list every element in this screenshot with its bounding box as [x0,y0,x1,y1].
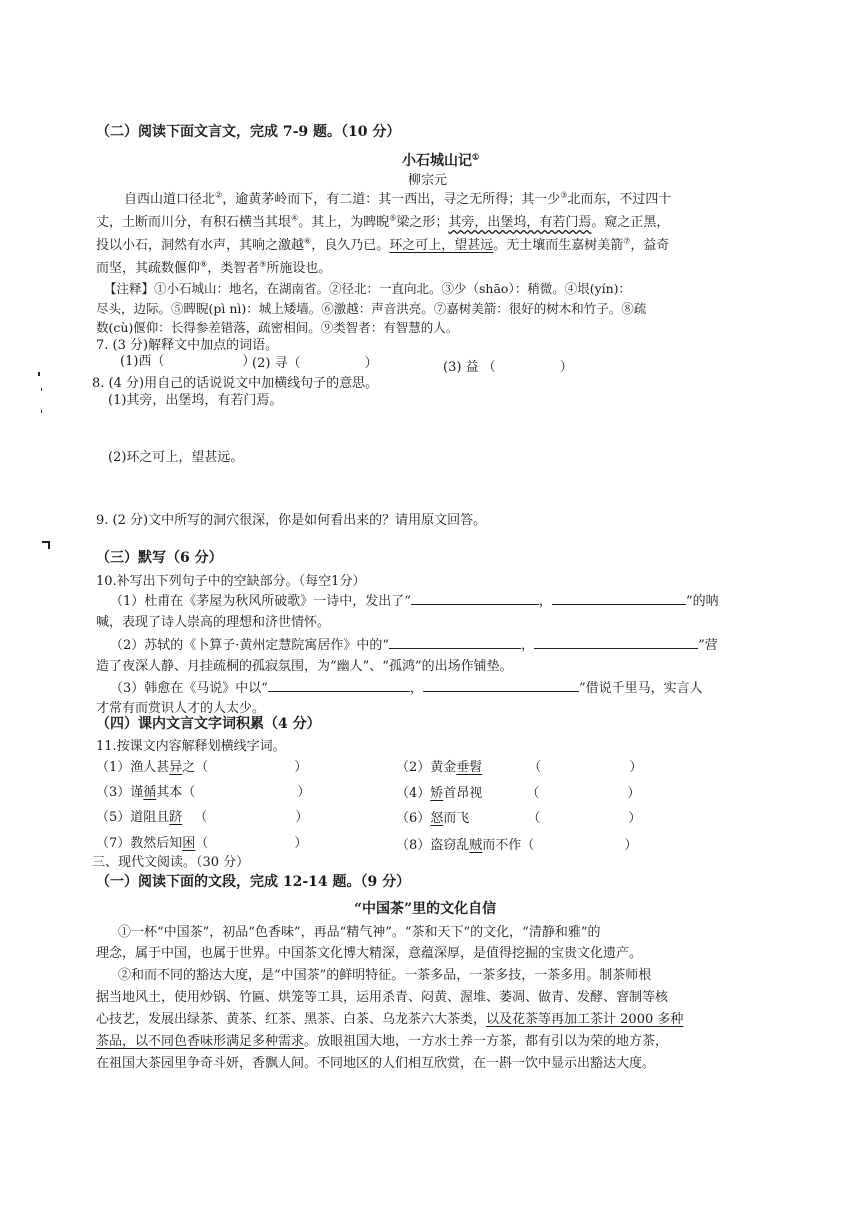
notes-line: 【注释】①小石城山：地名，在湖南省。②径北：一直向北。③少（shāo）：稍微。④垠(yín)： [104,281,632,296]
section-header: （二）阅读下面文言文，完成 7-9 题。（10 分） [96,124,401,140]
section-header: （四）课内文言文字词积累（4 分） [96,716,321,732]
q10-line: （1）杜甫在《茅屋为秋风所破歌》一诗中，发出了“ ， ”的呐 [110,594,719,609]
underlined-sentence-1: 其旁，出堡坞，有若门焉 [448,215,592,230]
scan-mark [48,541,50,549]
q8-item-1: (1)其旁，出堡坞，有若门焉。 [108,393,283,408]
question-7: 7. (3 分)解释文中加点的词语。 [96,338,279,353]
section-header: （一）阅读下面的文段，完成 12-14 题。（9 分） [96,874,411,890]
part-header: 三、现代文阅读。（30 分） [92,855,250,870]
q10-line: 才常有而赏识人才的人太少。 [96,701,266,716]
q11-item-2: （2）黄金垂髫 （ ） [396,760,643,775]
q10-line: 造了夜深人静、月挂疏桐的孤寂氛围，为“幽人”、“孤鸿”的出场作铺垫。 [96,659,513,674]
passage-line: 在祖国大茶园里争奇斗妍，香飘人间。不同地区的人们相互欣赏，在一斟一饮中显示出豁达大度。 [96,1056,656,1071]
passage-line: 投以小石，洞然有水声，其响之激越⑥，良久乃已。环之可上，望甚远。无土壤而生嘉树美箭⑦，益奇 [96,236,670,253]
underlined-sentence-2: 环之可上，望甚远 [389,238,494,253]
question-8: 8. (4 分)用自己的话说说文中加横线句子的意思。 [92,376,379,391]
q10-line: （3）韩愈在《马说》中以“ ， ”借说千里马，实言人 [110,681,703,696]
answer-blank[interactable] [411,592,539,605]
passage-author: 柳宗元 [408,173,448,188]
q7-item-1: (1)西（ ） [120,354,256,369]
q11-item-7: （7）教然后知困（ ） [96,836,308,851]
passage-line: 据当地风土，使用炒锅、竹匾、烘笼等工具，运用杀青、闷黄、渥堆、萎凋、做青、发酵、窨制等核 [96,990,669,1005]
q7-item-2: (2) 寻（ ） [252,356,378,371]
q11-item-5: （5）道阻且跻 （ ） [96,810,309,825]
notes-line: 数(cù)偃仰：长得参差错落，疏密相间。⑨类智者：有智慧的人。 [96,320,459,335]
passage-title: “中国茶”里的文化自信 [354,901,497,917]
passage-title: 小石城山记① [402,151,480,169]
scan-mark [41,410,42,413]
underlined-sentence: 以及花茶等再加工茶计 2000 多种 [486,1012,684,1027]
q11-item-3: （3）谨循其本（ ） [96,785,311,800]
passage-line: 自西山道口径北②，逾黄茅岭而下，有二道：其一西出，寻之无所得；其一少③北而东，不过四十 [124,190,672,207]
answer-blank[interactable] [552,592,686,605]
q10-line: 喊，表现了诗人崇高的理想和济世情怀。 [96,615,331,630]
passage-line: 而坚，其疏数偃仰⑧，类智者⑨所施设也。 [96,259,332,276]
q11-item-1: （1）渔人甚异之（ ） [96,760,308,775]
section-header: （三）默写（6 分） [96,550,223,566]
notes-line: 尽头，边际。⑤睥睨(pì nì)：城上矮墙。⑥激越：声音洪亮。⑦嘉树美箭：很好的树木和竹子。⑧疏 [96,301,647,316]
answer-blank[interactable] [268,679,410,692]
question-11: 11.按课文内容解释划横线字词。 [96,739,286,754]
q10-line: （2）苏轼的《卜算子·黄州定慧院寓居作》中的“ ， ”营 [110,638,718,653]
q11-item-4: （4）矫首昂视 （ ） [396,786,641,801]
passage-line: ①一杯“中国茶”，初品“色香味”，再品“精气神”。“茶和天下”的文化，“清静和雅”的 [118,925,601,940]
question-10: 10.补写出下列句子中的空缺部分。（每空1分） [96,574,366,589]
question-9: 9. (2 分)文中所写的洞穴很深，你是如何看出来的？请用原文回答。 [96,513,487,528]
passage-line: 理念，属于中国，也属于世界。中国茶文化博大精深，意蕴深厚，是值得挖掘的宝贵文化遗产。 [96,946,643,961]
answer-blank[interactable] [389,636,521,649]
q11-item-6: （6）怒而飞 （ ） [396,811,642,826]
scan-mark [38,372,40,376]
passage-line: 心技艺，发展出绿茶、黄茶、红茶、黑茶、白茶、乌龙茶六大茶类，以及花茶等再加工茶计 2000 多种 [96,1012,684,1027]
scan-mark [41,388,42,391]
underlined-sentence: 茶品，以不同色香味形满足多种需求 [96,1034,305,1049]
passage-line: ②和而不同的豁达大度，是“中国茶”的鲜明特征。一茶多品，一茶多技，一茶多用。制茶师根 [118,968,652,983]
answer-blank[interactable] [534,636,698,649]
passage-line: 茶品，以不同色香味形满足多种需求。放眼祖国大地，一方水土养一方茶，都有引以为荣的地方茶， [96,1034,669,1049]
q11-item-8: （8）盗窃乱贼而不作（ ） [396,838,638,853]
q8-item-2: (2)环之可上，望甚远。 [108,450,244,465]
answer-blank[interactable] [423,679,579,692]
q7-item-3: (3) 益 （ ） [443,360,573,375]
passage-line: 丈，土断而川分，有积石横当其垠④。其上，为睥睨⑤梁之形；其旁，出堡坞，有若门焉。窥之正黑， [96,213,670,230]
